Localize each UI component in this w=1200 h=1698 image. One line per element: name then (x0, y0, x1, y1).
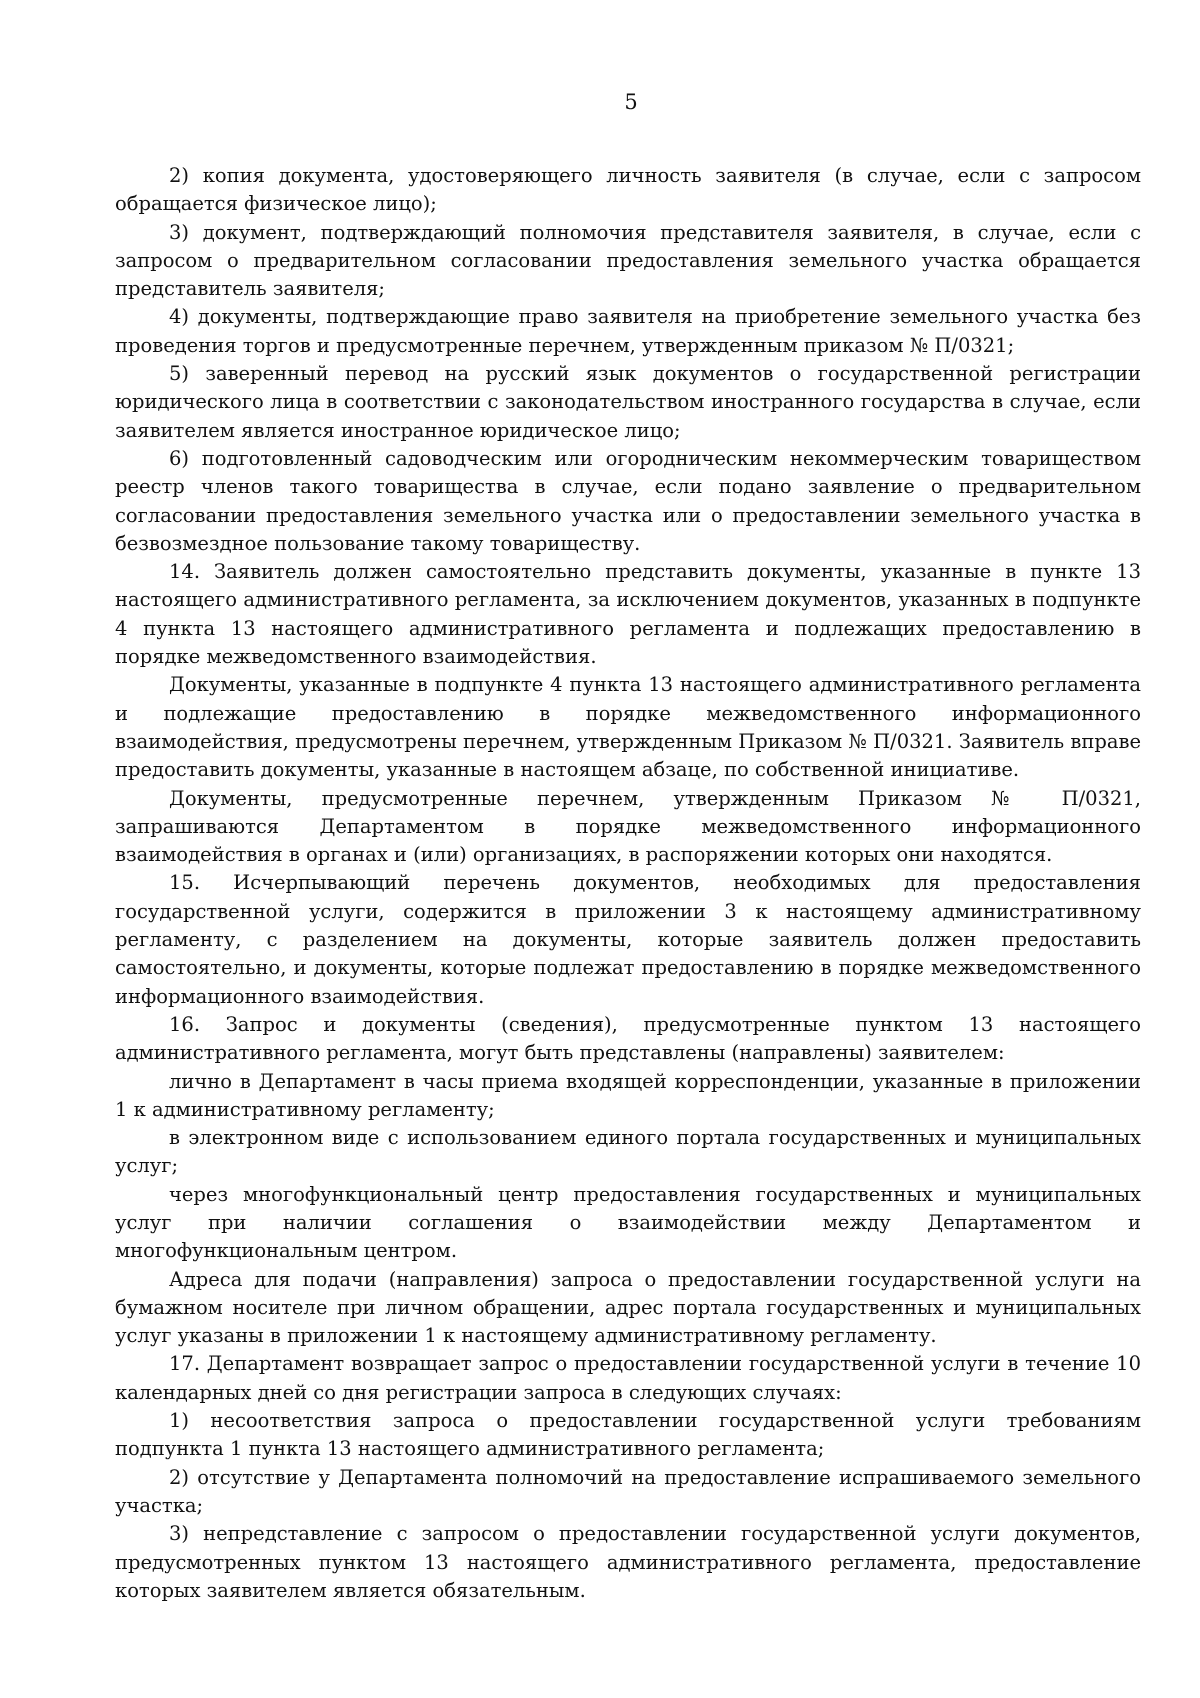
paragraph-section-16: 16. Запрос и документы (сведения), предусмотренные пунктом 13 настоящего административного регламента, могут быть представлены (направлены) заявителем: (115, 1012, 1141, 1065)
paragraph-item-3: 3) документ, подтверждающий полномочия представителя заявителя, в случае, если с запросом о предварительном согласовании предоставления земельного участка обращается представитель заявителя; (115, 220, 1141, 301)
paragraph-submission-mfc: через многофункциональный центр предоставления государственных и муниципальных услуг при наличии соглашения о взаимодействии между Департаментом и многофункциональным центром. (115, 1182, 1141, 1263)
paragraph-item-6: 6) подготовленный садоводческим или огородническим некоммерческим товариществом реестр членов такого товарищества в случае, если подано заявление о предварительном согласовании предоставления земельного участка или о предоставлении земельного участка в безвозмездное пользование такому товариществу. (115, 446, 1141, 555)
paragraph-submission-electronic: в электронном виде с использованием единого портала государственных и муниципальных услуг; (115, 1126, 1141, 1178)
paragraph-item-2: 2) копия документа, удостоверяющего личность заявителя (в случае, если с запросом обращается физическое лицо); (115, 164, 1141, 216)
paragraph-item-4: 4) документы, подтверждающие право заявителя на приобретение земельного участка без проведения торгов и предусмотренные перечнем, утвержденным приказом № П/0321; (115, 305, 1141, 357)
paragraph-section-17: 17. Департамент возвращает запрос о предоставлении государственной услуги в течение 10 календарных дней со дня регистрации запроса в следующих случаях: (115, 1352, 1141, 1404)
paragraph-section-14: 14. Заявитель должен самостоятельно представить документы, указанные в пункте 13 настоящего административного регламента, за исключением документов, указанных в подпункте 4 пункта 13 настоящего административного регламента и подлежащих предоставлению в порядке межведомственного взаимодействия. (115, 560, 1141, 669)
paragraph-item-5: 5) заверенный перевод на русский язык документов о государственной регистрации юридического лица в соответствии с законодательством иностранного государства в случае, если заявителем является иностранное юридическое лицо; (115, 362, 1141, 442)
paragraph-return-reason-2: 2) отсутствие у Департамента полномочий на предоставление испрашиваемого земельного участка; (115, 1465, 1141, 1517)
paragraph-return-reason-1: 1) несоответствия запроса о предоставлении государственной услуги требованиям подпункта 1 пункта 13 настоящего административного регламента; (115, 1409, 1141, 1461)
paragraph-section-14-interagency: Документы, указанные в подпункте 4 пункта 13 настоящего административного регламента и подлежащие предоставлению в порядке межведомственного информационного взаимодействия, предусмотрены перечнем, утвержденным Приказом № П/0321. Заявитель вправе предоставить документы, указанные в настоящем абзаце, по собственной инициативе. (115, 673, 1141, 782)
page-number: 5 (624, 90, 638, 114)
paragraph-return-reason-3: 3) непредставление с запросом о предоставлении государственной услуги документов, предусмотренных пунктом 13 настоящего административного регламента, предоставление которых заявителем является обязательным. (115, 1522, 1141, 1602)
document-body (115, 162, 1141, 1605)
paragraph-addresses: Адреса для подачи (направления) запроса о предоставлении государственной услуги на бумажном носителе при личном обращении, адрес портала государственных и муниципальных услуг указаны в приложении 1 к настоящему административному регламенту. (115, 1267, 1141, 1348)
paragraph-section-14-requests: Документы, предусмотренные перечнем, утвержденным Приказом № П/0321, запрашиваются Департаментом в порядке межведомственного информационного взаимодействия в органах и (или) организациях, в распоряжении которых они находятся. (115, 786, 1141, 867)
paragraph-submission-in-person: лично в Департамент в часы приема входящей корреспонденции, указанные в приложении 1 к административному регламенту; (115, 1069, 1141, 1121)
paragraph-section-15: 15. Исчерпывающий перечень документов, необходимых для предоставления государственной услуги, содержится в приложении 3 к настоящему административному регламенту, с разделением на документы, которые заявитель должен предоставить самостоятельно, и документы, которые подлежат предоставлению в порядке межведомственного информационного взаимодействия. (115, 871, 1141, 1008)
